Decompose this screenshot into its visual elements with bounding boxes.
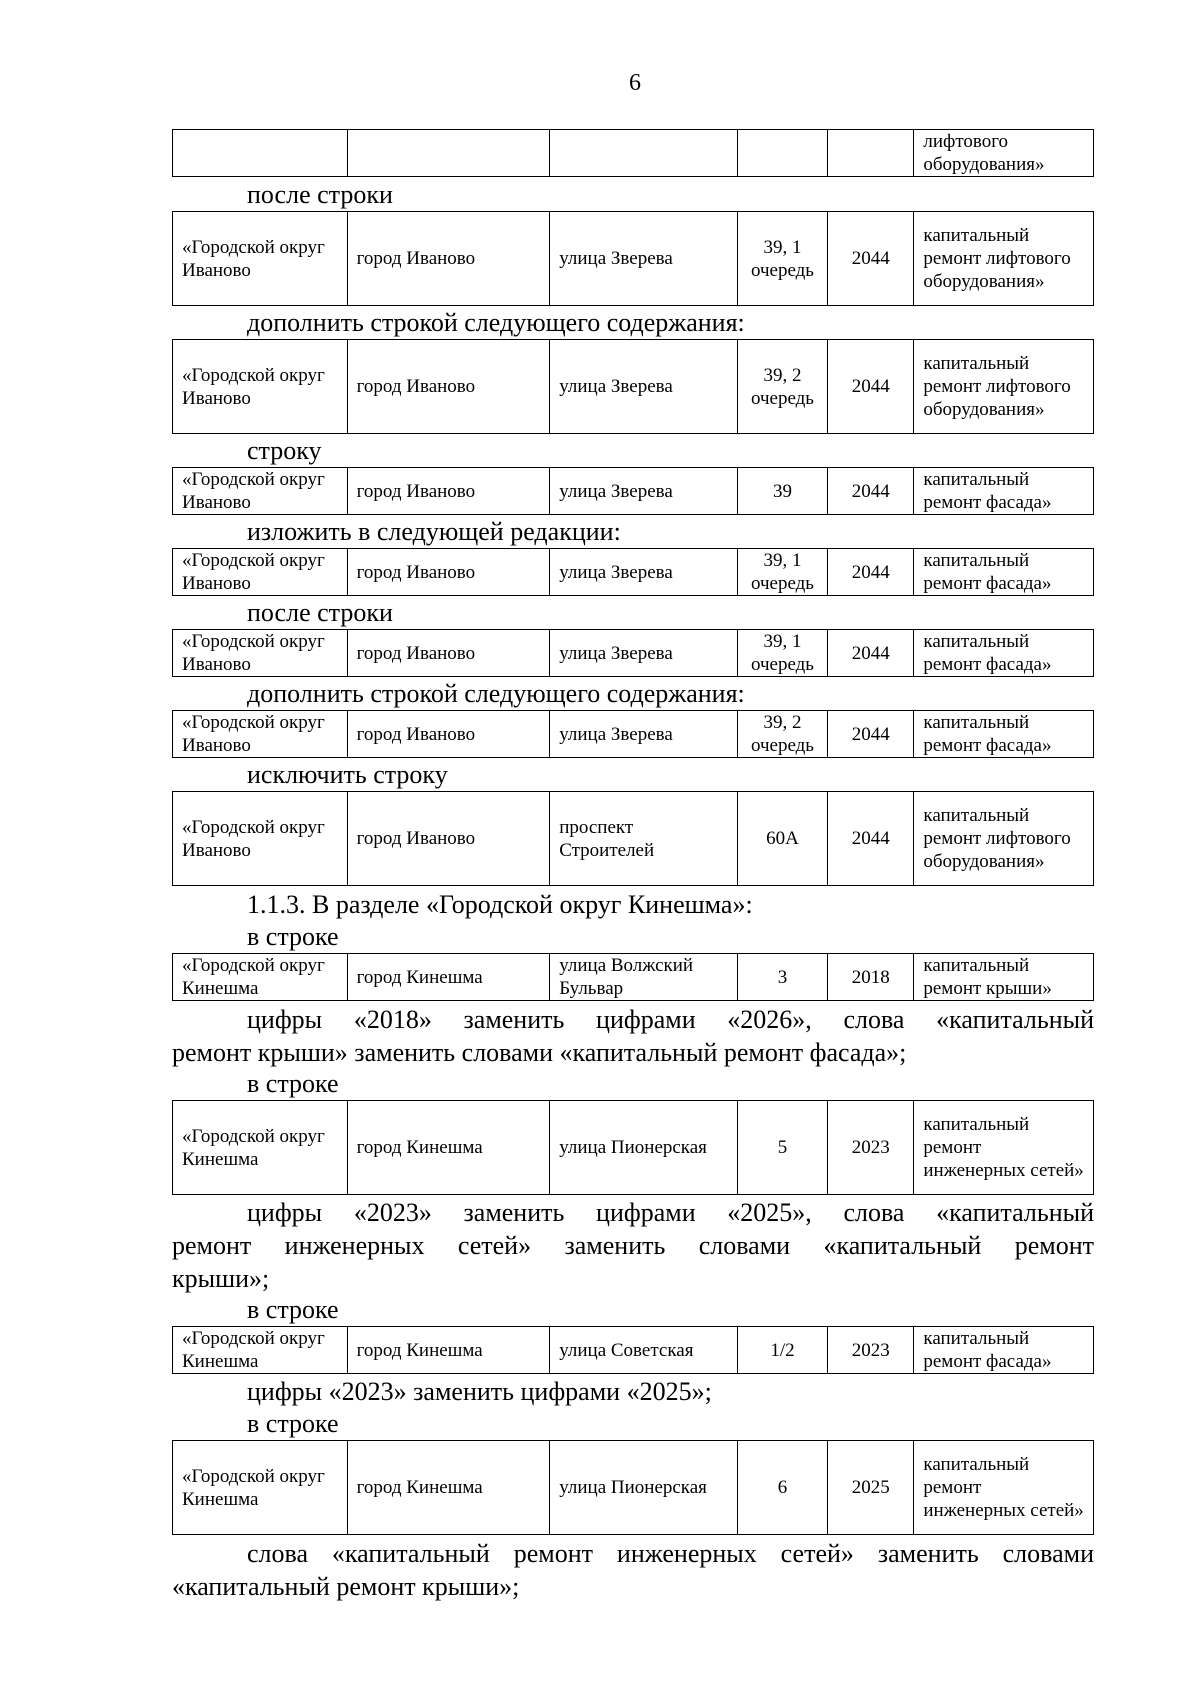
cell-street: улица Советская [550, 1327, 738, 1374]
cell-district: «Городской округ Иваново [173, 212, 348, 306]
cell-street: улица Зверева [550, 468, 738, 515]
cell-house: 39, 2 очередь [737, 340, 827, 434]
cell-city: город Иваново [347, 792, 550, 886]
table-row-0 [172, 129, 1094, 177]
cell-street: улица Зверева [550, 212, 738, 306]
cell-house: 3 [737, 954, 827, 1001]
cell-work-type: лифтового оборудования» [914, 130, 1094, 177]
label-in-row: в строке [247, 922, 339, 951]
cell-district [173, 130, 348, 177]
cell-city: город Иваново [347, 340, 550, 434]
paragraph-line: цифры «2018» заменить цифрами «2026», слова «капитальный [247, 1005, 1094, 1034]
cell-work-type: капитальный ремонт инженерных сетей» [914, 1441, 1094, 1535]
cell-house: 6 [737, 1441, 827, 1535]
table-row-4 [172, 548, 1094, 596]
label-exclude-row: исключить строку [247, 760, 448, 789]
cell-year: 2044 [828, 549, 914, 596]
cell-street: улица Зверева [550, 340, 738, 434]
table-row-9 [172, 1100, 1094, 1195]
cell-city: город Иваново [347, 630, 550, 677]
cell-street: улица Пионерская [550, 1441, 738, 1535]
cell-year: 2044 [828, 212, 914, 306]
cell-street: проспект Строителей [550, 792, 738, 886]
cell-street: улица Зверева [550, 630, 738, 677]
cell-house: 39, 2 очередь [737, 711, 827, 758]
cell-work-type: капитальный ремонт лифтового оборудования» [914, 212, 1094, 306]
cell-district: «Городской округ Иваново [173, 792, 348, 886]
label-in-row: в строке [247, 1295, 339, 1324]
cell-work-type: капитальный ремонт фасада» [914, 468, 1094, 515]
label-add-row: дополнить строкой следующего содержания: [247, 679, 745, 708]
cell-house: 39, 1 очередь [737, 549, 827, 596]
cell-city: город Иваново [347, 212, 550, 306]
cell-city: город Иваново [347, 468, 550, 515]
cell-district: «Городской округ Кинешма [173, 954, 348, 1001]
table-row-8 [172, 953, 1094, 1001]
cell-house [737, 130, 827, 177]
cell-house: 39, 1 очередь [737, 212, 827, 306]
cell-house: 5 [737, 1101, 827, 1195]
cell-district: «Городской округ Кинешма [173, 1441, 348, 1535]
cell-work-type: капитальный ремонт инженерных сетей» [914, 1101, 1094, 1195]
cell-street [550, 130, 738, 177]
cell-district: «Городской округ Кинешма [173, 1101, 348, 1195]
label-add-row: дополнить строкой следующего содержания: [247, 308, 745, 337]
cell-street: улица Пионерская [550, 1101, 738, 1195]
table-row-2 [172, 339, 1094, 434]
cell-year: 2044 [828, 630, 914, 677]
cell-street: улица Зверева [550, 711, 738, 758]
cell-work-type: капитальный ремонт лифтового оборудования» [914, 340, 1094, 434]
label-row: строку [247, 436, 322, 465]
cell-district: «Городской округ Иваново [173, 711, 348, 758]
cell-year: 2044 [828, 468, 914, 515]
section-heading: 1.1.3. В разделе «Городской округ Кинешма»: [247, 890, 753, 919]
page-number: 6 [629, 70, 641, 96]
cell-work-type: капитальный ремонт лифтового оборудования» [914, 792, 1094, 886]
cell-city: город Кинешма [347, 954, 550, 1001]
cell-year: 2044 [828, 340, 914, 434]
cell-house: 39 [737, 468, 827, 515]
paragraph-line: слова «капитальный ремонт инженерных сетей» заменить словами [247, 1539, 1094, 1568]
cell-city [347, 130, 550, 177]
table-row-7 [172, 791, 1094, 886]
table-row-11 [172, 1440, 1094, 1535]
cell-year: 2023 [828, 1101, 914, 1195]
table-row-5 [172, 629, 1094, 677]
cell-year: 2044 [828, 792, 914, 886]
cell-street: улица Зверева [550, 549, 738, 596]
cell-house: 60А [737, 792, 827, 886]
cell-district: «Городской округ Иваново [173, 549, 348, 596]
cell-house: 1/2 [737, 1327, 827, 1374]
paragraph-line: «капитальный ремонт крыши»; [172, 1572, 520, 1601]
cell-year: 2044 [828, 711, 914, 758]
paragraph-line: крыши»; [172, 1264, 270, 1293]
label-restate: изложить в следующей редакции: [247, 517, 621, 546]
cell-street: улица Волжский Бульвар [550, 954, 738, 1001]
cell-work-type: капитальный ремонт крыши» [914, 954, 1094, 1001]
table-row-1 [172, 211, 1094, 306]
paragraph-line: ремонт инженерных сетей» заменить словами «капитальный ремонт [172, 1231, 1094, 1260]
cell-district: «Городской округ Кинешма [173, 1327, 348, 1374]
cell-work-type: капитальный ремонт фасада» [914, 549, 1094, 596]
cell-city: город Кинешма [347, 1327, 550, 1374]
cell-house: 39, 1 очередь [737, 630, 827, 677]
label-after-row: после строки [247, 180, 393, 209]
cell-year: 2023 [828, 1327, 914, 1374]
table-row-6 [172, 710, 1094, 758]
table-row-3 [172, 467, 1094, 515]
paragraph-line: цифры «2023» заменить цифрами «2025», слова «капитальный [247, 1198, 1094, 1227]
label-after-row: после строки [247, 598, 393, 627]
label-in-row: в строке [247, 1069, 339, 1098]
cell-year [828, 130, 914, 177]
table-row-10 [172, 1326, 1094, 1374]
cell-work-type: капитальный ремонт фасада» [914, 711, 1094, 758]
cell-work-type: капитальный ремонт фасада» [914, 630, 1094, 677]
cell-city: город Иваново [347, 711, 550, 758]
paragraph-line: ремонт крыши» заменить словами «капитальный ремонт фасада»; [172, 1038, 907, 1067]
cell-district: «Городской округ Иваново [173, 340, 348, 434]
cell-year: 2018 [828, 954, 914, 1001]
cell-city: город Иваново [347, 549, 550, 596]
cell-district: «Городской округ Иваново [173, 468, 348, 515]
cell-work-type: капитальный ремонт фасада» [914, 1327, 1094, 1374]
cell-city: город Кинешма [347, 1101, 550, 1195]
label-in-row: в строке [247, 1409, 339, 1438]
cell-city: город Кинешма [347, 1441, 550, 1535]
cell-district: «Городской округ Иваново [173, 630, 348, 677]
cell-year: 2025 [828, 1441, 914, 1535]
paragraph-line: цифры «2023» заменить цифрами «2025»; [247, 1377, 712, 1406]
